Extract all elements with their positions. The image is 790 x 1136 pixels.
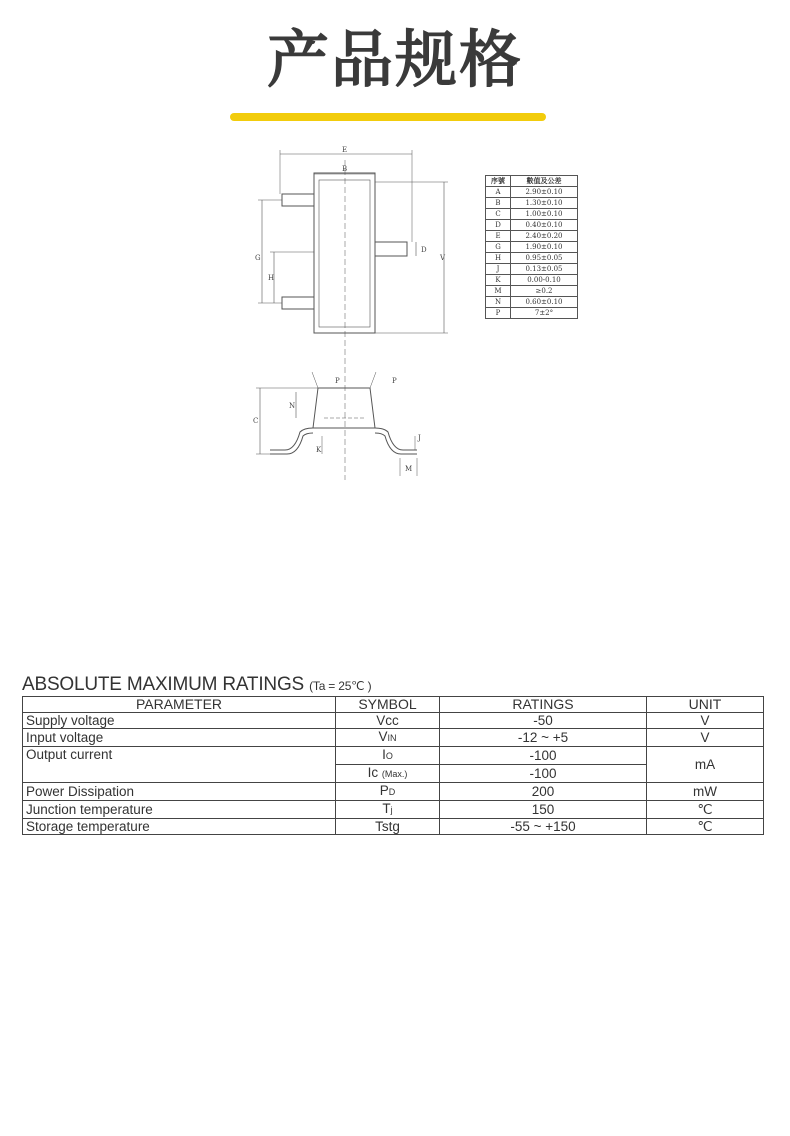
table-row <box>486 187 578 198</box>
symbol-subscript: D <box>388 787 396 797</box>
rating-cell: -55 ~ +150 <box>440 819 647 835</box>
ratings-title <box>22 674 371 696</box>
ratings-header-row <box>23 697 764 713</box>
symbol-subscript: IN <box>387 733 397 743</box>
dim-label-m: M <box>405 465 413 473</box>
symbol-cell: Tstg <box>336 819 440 835</box>
dim-symbol: C <box>486 209 511 220</box>
dim-symbol: G <box>486 242 511 253</box>
dim-symbol: P <box>486 308 511 319</box>
dim-symbol: K <box>486 275 511 286</box>
dim-header-index: 序號 <box>486 176 511 187</box>
header-ratings: RATINGS <box>440 697 647 713</box>
symbol-cell <box>336 747 440 765</box>
unit-cell: V <box>647 729 764 747</box>
dim-label-d: D <box>421 246 427 254</box>
dim-symbol: N <box>486 297 511 308</box>
unit-cell: ℃ <box>647 801 764 819</box>
dim-label-p-right: P <box>392 377 397 385</box>
parameter-cell: Output current <box>23 747 336 783</box>
dim-value: 0.13±0.05 <box>511 264 578 275</box>
symbol-main: T <box>382 801 391 816</box>
dim-symbol: J <box>486 264 511 275</box>
dimension-table-header <box>486 176 578 187</box>
dim-label-g: G <box>255 254 261 262</box>
symbol-main: I <box>382 747 386 762</box>
symbol-subscript: O <box>385 751 393 761</box>
ratings-table <box>22 696 764 835</box>
dim-symbol: B <box>486 198 511 209</box>
table-row <box>486 253 578 264</box>
dim-label-h: H <box>268 274 275 282</box>
dim-label-c: C <box>253 417 259 425</box>
dim-symbol: H <box>486 253 511 264</box>
dim-label-v: V <box>440 254 446 262</box>
symbol-main: V <box>378 729 388 744</box>
table-row <box>486 198 578 209</box>
dim-label-p-left: P <box>335 377 340 385</box>
ratings-condition: (Ta = 25℃ ) <box>309 679 372 693</box>
table-row <box>23 713 764 729</box>
symbol-cell <box>336 729 440 747</box>
table-row <box>486 308 578 319</box>
dim-value: 0.60±0.10 <box>511 297 578 308</box>
dim-symbol: M <box>486 286 511 297</box>
dim-label-k: K <box>316 446 322 454</box>
table-row <box>486 297 578 308</box>
table-row <box>23 819 764 835</box>
dimension-table <box>485 175 578 319</box>
unit-cell: mW <box>647 783 764 801</box>
parameter-cell: Junction temperature <box>23 801 336 819</box>
parameter-cell: Power Dissipation <box>23 783 336 801</box>
dim-label-j: J <box>418 434 421 442</box>
dim-value: 1.90±0.10 <box>511 242 578 253</box>
table-row <box>486 209 578 220</box>
parameter-cell: Storage temperature <box>23 819 336 835</box>
table-row <box>23 783 764 801</box>
dim-value: 2.90±0.10 <box>511 187 578 198</box>
dim-label-e: E <box>342 146 348 154</box>
parameter-cell: Supply voltage <box>23 713 336 729</box>
dim-symbol: A <box>486 187 511 198</box>
symbol-main: P <box>379 783 389 798</box>
unit-cell: V <box>647 713 764 729</box>
dim-label-n: N <box>289 402 296 410</box>
table-row <box>486 275 578 286</box>
dim-symbol: D <box>486 220 511 231</box>
dim-value: ≥0.2 <box>511 286 578 297</box>
dim-value: 7±2° <box>511 308 578 319</box>
table-row <box>23 801 764 819</box>
unit-cell: mA <box>647 747 764 783</box>
rating-cell: -100 <box>440 747 647 765</box>
symbol-cell <box>336 783 440 801</box>
rating-cell: 150 <box>440 801 647 819</box>
table-row <box>23 729 764 747</box>
table-row <box>486 264 578 275</box>
header-unit: UNIT <box>647 697 764 713</box>
dim-value: 2.40±0.20 <box>511 231 578 242</box>
table-row <box>23 747 764 765</box>
symbol-cell <box>336 801 440 819</box>
symbol-subscript: (Max.) <box>381 769 408 779</box>
symbol-subscript: j <box>390 805 393 815</box>
table-row <box>486 242 578 253</box>
symbol-cell: Vcc <box>336 713 440 729</box>
package-outline-drawing <box>240 140 446 490</box>
symbol-cell <box>336 765 440 783</box>
dim-value: 1.00±0.10 <box>511 209 578 220</box>
rating-cell: -12 ~ +5 <box>440 729 647 747</box>
dim-label-b: B <box>342 165 348 173</box>
rating-cell: -50 <box>440 713 647 729</box>
page-title: 产品规格 <box>266 23 523 96</box>
ratings-title-text: ABSOLUTE MAXIMUM RATINGS <box>22 674 304 695</box>
title-underline <box>230 113 546 121</box>
table-row <box>486 286 578 297</box>
dim-value: 0.40±0.10 <box>511 220 578 231</box>
rating-cell: -100 <box>440 765 647 783</box>
symbol-main: Ic <box>367 765 379 780</box>
dim-value: 1.30±0.10 <box>511 198 578 209</box>
dim-header-value: 數值及公差 <box>511 176 578 187</box>
dim-value: 0.95±0.05 <box>511 253 578 264</box>
table-row <box>486 220 578 231</box>
table-row <box>486 231 578 242</box>
header-symbol: SYMBOL <box>336 697 440 713</box>
dim-symbol: E <box>486 231 511 242</box>
parameter-cell: Input voltage <box>23 729 336 747</box>
unit-cell: ℃ <box>647 819 764 835</box>
rating-cell: 200 <box>440 783 647 801</box>
dim-value: 0.00-0.10 <box>511 275 578 286</box>
header-parameter: PARAMETER <box>23 697 336 713</box>
